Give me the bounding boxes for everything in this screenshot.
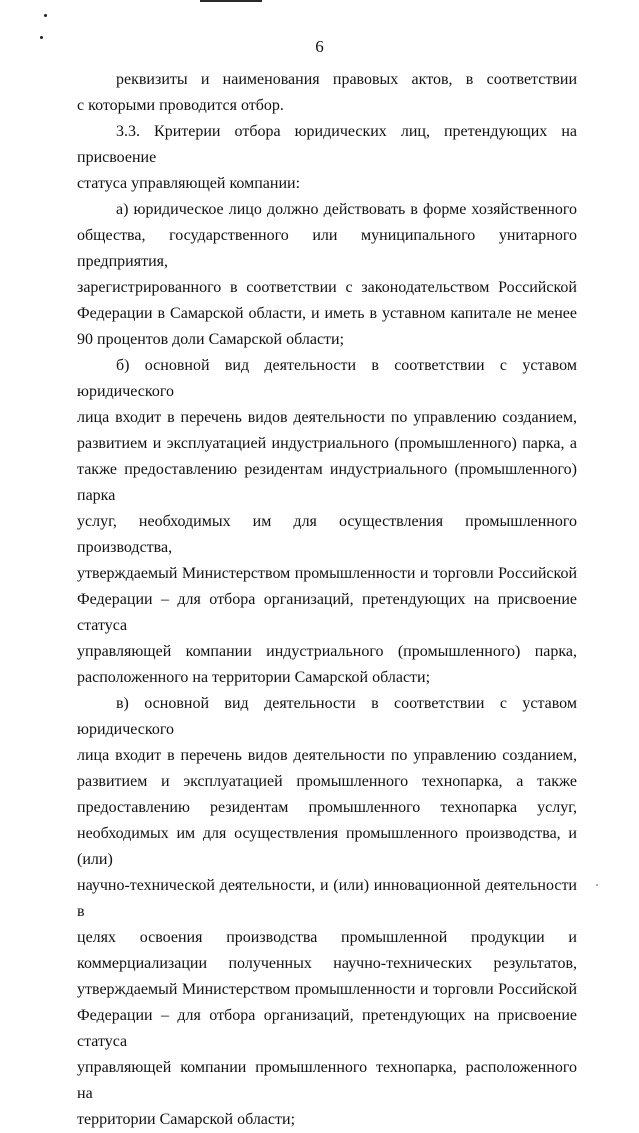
text-line: территории Самарской области;	[77, 1111, 296, 1128]
page-number: 6	[315, 37, 324, 56]
text-line: услуг, необходимых им для осуществления промышленного производства,	[77, 513, 577, 556]
paragraph	[77, 67, 577, 119]
text-line: б) основной вид деятельности в соответствии с уставом юридического	[77, 357, 577, 400]
text-line: управляющей компании индустриального (промышленного) парка,	[77, 643, 577, 660]
text-line: лица входит в перечень видов деятельности по управлению созданием,	[77, 409, 577, 426]
text-line: с которыми проводится отбор.	[77, 97, 284, 114]
paragraph	[77, 119, 577, 197]
text-line: целях освоения производства промышленной продукции и	[77, 929, 577, 946]
text-line: 3.3. Критерии отбора юридических лиц, претендующих на присвоение	[77, 123, 577, 166]
scan-edge-mark	[200, 0, 262, 2]
text-line: общества, государственного или муниципального унитарного предприятия,	[77, 227, 577, 270]
text-line: коммерциализации полученных научно-технических результатов,	[77, 955, 577, 972]
text-line: в) основной вид деятельности в соответствии с уставом юридического	[77, 695, 577, 738]
paragraph	[77, 353, 577, 691]
text-line: статуса управляющей компании:	[77, 175, 301, 192]
text-line: а) юридическое лицо должно действовать в форме хозяйственного	[116, 201, 577, 218]
scan-speck	[596, 884, 598, 886]
text-line: 90 процентов доли Самарской области;	[77, 331, 345, 348]
scan-speck	[44, 14, 47, 17]
text-line: реквизиты и наименования правовых актов, в соответствии	[116, 71, 577, 88]
text-line: Федерации – для отбора организаций, претендующих на присвоение статуса	[77, 591, 577, 634]
text-line: развитием и эксплуатацией промышленного технопарка, а также	[77, 773, 577, 790]
text-line: необходимых им для осуществления промышленного производства, и (или)	[77, 825, 577, 868]
text-line: научно-технической деятельности, и (или) инновационной деятельности в	[77, 877, 577, 920]
text-line: Федерации – для отбора организаций, претендующих на присвоение статуса	[77, 1007, 577, 1050]
text-line: лица входит в перечень видов деятельности по управлению созданием,	[77, 747, 577, 764]
text-line: управляющей компании промышленного технопарка, расположенного на	[77, 1059, 577, 1102]
text-line: развитием и эксплуатацией индустриального (промышленного) парка, а	[77, 435, 577, 452]
text-line: расположенного на территории Самарской области;	[77, 669, 431, 686]
text-line: утверждаемый Министерством промышленности и торговли Российской	[77, 981, 577, 998]
document-body	[77, 67, 577, 1133]
paragraph	[77, 197, 577, 353]
text-line: зарегистрированного в соответствии с законодательством Российской	[77, 279, 577, 296]
paragraph	[77, 691, 577, 1133]
text-line: утверждаемый Министерством промышленности и торговли Российской	[77, 565, 577, 582]
text-line: также предоставлению резидентам индустриального (промышленного) парка	[77, 461, 577, 504]
text-line: предоставлению резидентам промышленного технопарка услуг,	[77, 799, 577, 816]
text-line: Федерации в Самарской области, и иметь в уставном капитале не менее	[77, 305, 577, 322]
